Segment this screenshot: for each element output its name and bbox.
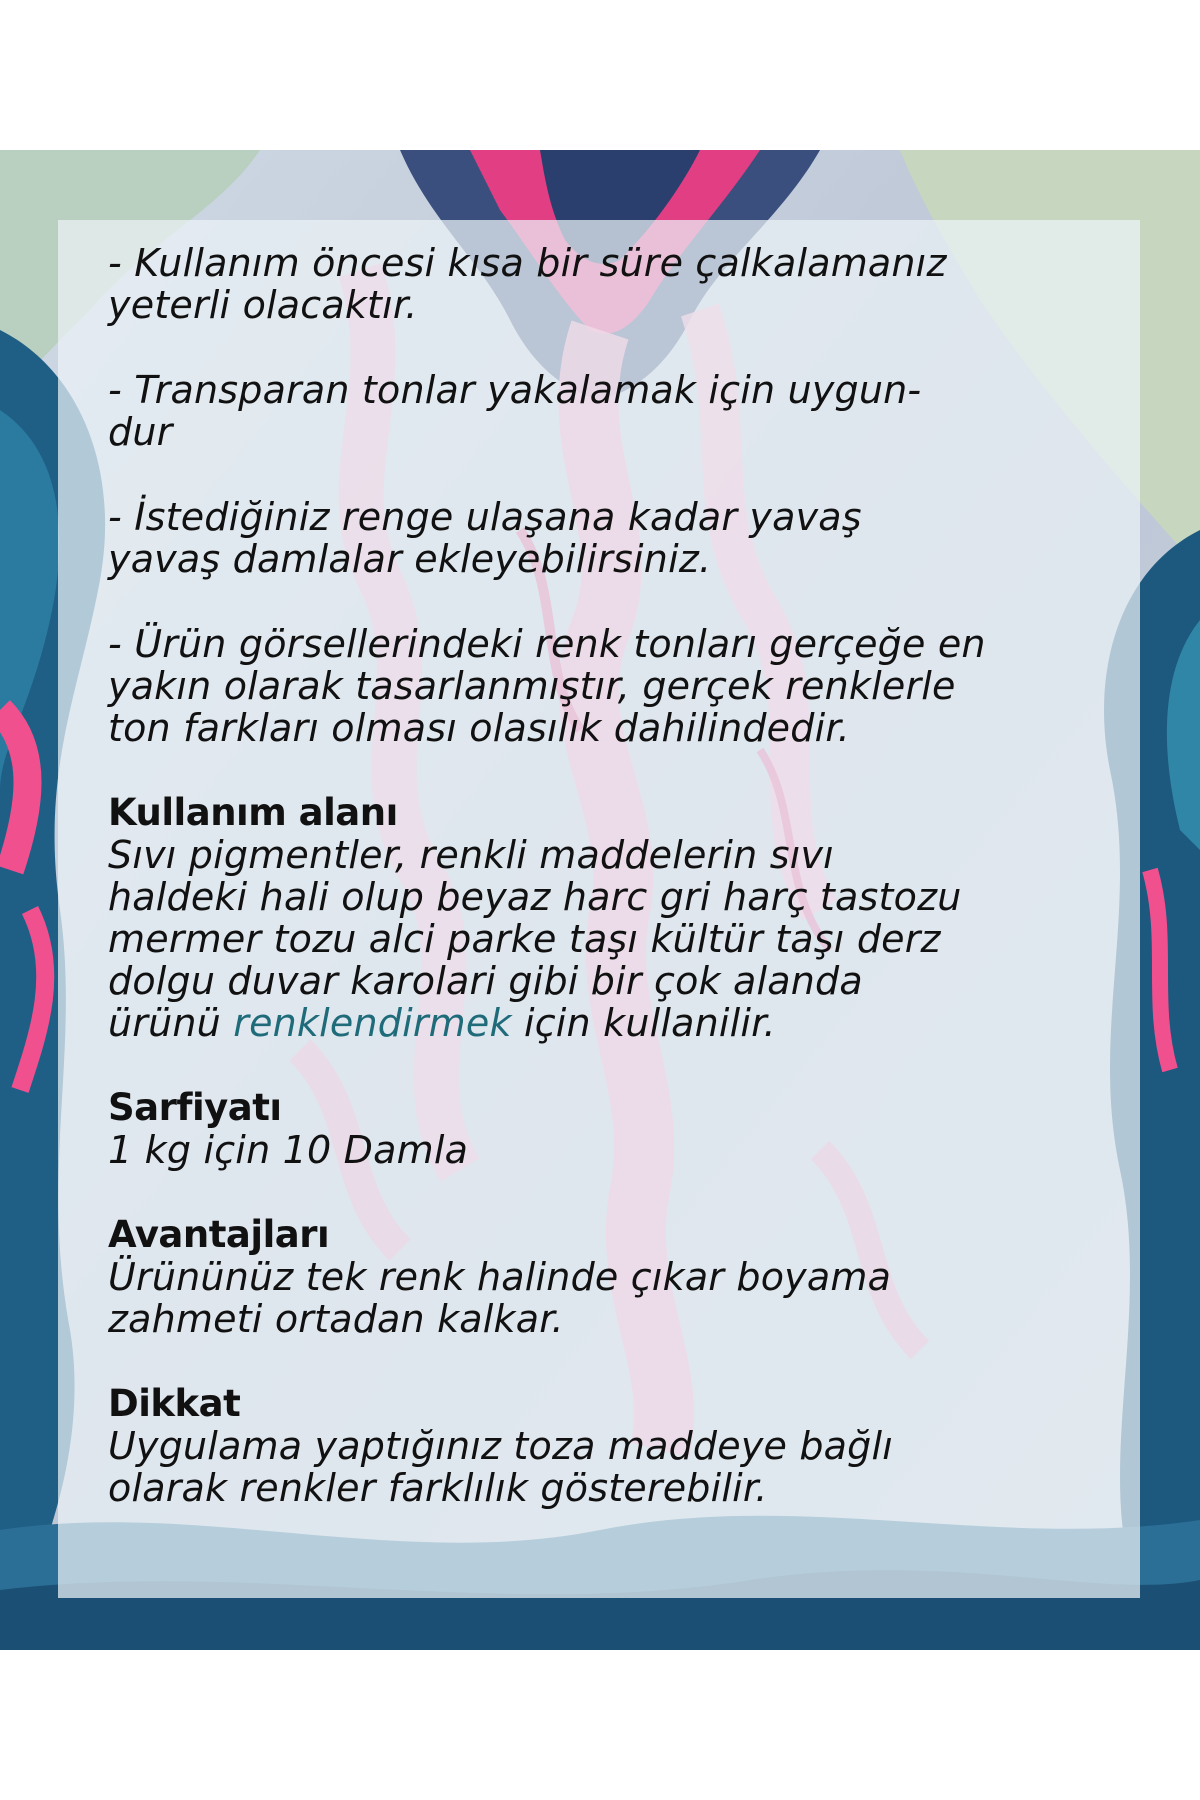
bullet-line: - Ürün görsellerindeki renk tonları gerçeğe en	[108, 622, 986, 666]
advantages-text	[108, 1256, 1118, 1340]
consumption-text	[108, 1129, 1118, 1171]
bullet-transparent	[108, 369, 1118, 453]
bullet-drops	[108, 496, 1118, 580]
caution-line: Uygulama yaptığınız toza maddeye bağlı	[108, 1424, 894, 1468]
caution-text	[108, 1425, 1118, 1509]
advantages-line: zahmeti ortadan kalkar.	[108, 1297, 564, 1341]
advantages-line: Ürününüz tek renk halinde çıkar boyama	[108, 1255, 892, 1299]
advantages-heading: Avantajları	[108, 1213, 330, 1256]
bullet-line: yeterli olacaktır.	[108, 283, 418, 327]
caution-line: olarak renkler farklılık gösterebilir.	[108, 1466, 768, 1510]
usage-line: mermer tozu alci parke taşı kültür taşı derz	[108, 917, 941, 961]
usage-line: dolgu duvar karolari gibi bir çok alanda	[108, 959, 863, 1003]
usage-line: haldeki hali olup beyaz harc gri harç tastozu	[108, 875, 962, 919]
usage-line-start: ürünü	[108, 1001, 234, 1045]
bullet-shake	[108, 242, 1118, 326]
usage-line: Sıvı pigmentler, renkli maddelerin sıvı	[108, 833, 834, 877]
bullet-line: - Kullanım öncesi kısa bir süre çalkalamanız	[108, 241, 947, 285]
bullet-line: yavaş damlalar ekleyebilirsiniz.	[108, 537, 712, 581]
bullet-line: - Transparan tonlar yakalamak için uygun-	[108, 368, 922, 412]
product-info-text	[108, 242, 1118, 1552]
bullet-line: ton farkları olması olasılık dahilindedir.	[108, 706, 850, 750]
usage-line	[108, 1002, 1118, 1044]
bullet-line: - İstediğiniz renge ulaşana kadar yavaş	[108, 495, 862, 539]
usage-heading: Kullanım alanı	[108, 791, 398, 834]
renklendirmek-link[interactable]: renklendirmek	[233, 1001, 512, 1045]
bullet-color-note	[108, 623, 1118, 749]
consumption-heading: Sarfiyatı	[108, 1086, 282, 1129]
bullet-line: yakın olarak tasarlanmıştır, gerçek renklerle	[108, 664, 956, 708]
bullet-line: dur	[108, 410, 173, 454]
usage-text	[108, 834, 1118, 1044]
caution-heading: Dikkat	[108, 1382, 241, 1425]
usage-line-end: için kullanilir.	[511, 1001, 776, 1045]
consumption-line: 1 kg için 10 Damla	[108, 1128, 469, 1172]
